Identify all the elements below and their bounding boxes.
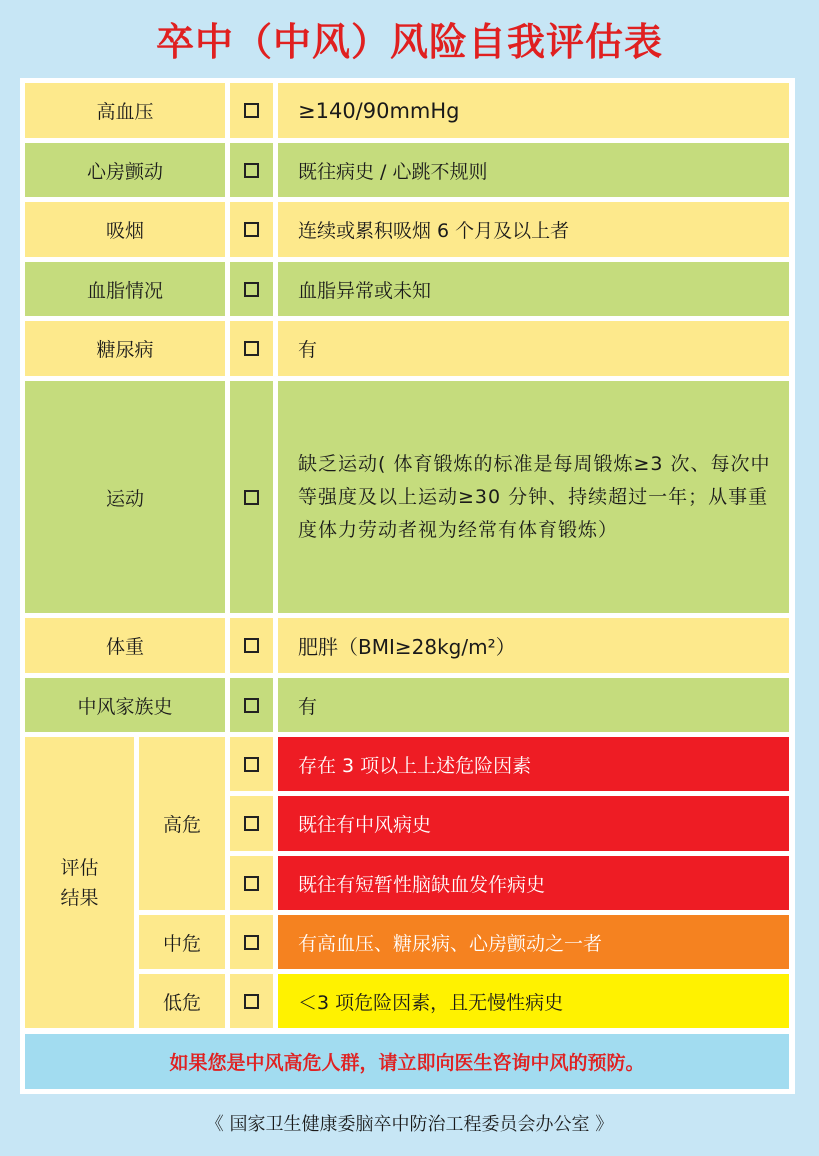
checkbox-square-icon [244,876,259,891]
result-label-line2: 结果 [60,886,99,909]
row-desc-blood-lipids: 血脂异常或未知 [278,262,789,316]
checkbox-weight[interactable] [230,618,273,673]
assessment-table [20,78,795,1094]
row-label-diabetes: 糖尿病 [25,321,225,376]
high-risk-item-1: 存在 3 项以上上述危险因素 [278,737,789,791]
checkbox-square-icon [244,222,259,237]
high-risk-item-3: 既往有短暂性脑缺血发作病史 [278,856,789,910]
checkbox-square-icon [244,757,259,772]
row-label-weight: 体重 [25,618,225,673]
checkbox-square-icon [244,490,259,505]
checkbox-square-icon [244,282,259,297]
row-desc-diabetes: 有 [278,321,789,376]
row-label-blood-lipids: 血脂情况 [25,262,225,316]
row-label-smoking: 吸烟 [25,202,225,257]
checkbox-square-icon [244,994,259,1009]
row-desc-smoking: 连续或累积吸烟 6 个月及以上者 [278,202,789,257]
row-desc-exercise: 缺乏运动( 体育锻炼的标准是每周锻炼≥3 次、每次中等强度及以上运动≥30 分钟、持续超过一年；从事重度体力劳动者视为经常有体育锻炼） [278,381,789,613]
checkbox-high-risk-2[interactable] [230,796,273,851]
checkbox-square-icon [244,341,259,356]
row-label-atrial-fibrillation: 心房颤动 [25,143,225,197]
checkbox-square-icon [244,935,259,950]
checkbox-square-icon [244,103,259,118]
low-risk-label: 低危 [139,974,225,1028]
checkbox-mid-risk[interactable] [230,915,273,969]
row-desc-family-history: 有 [278,678,789,732]
checkbox-diabetes[interactable] [230,321,273,376]
checkbox-high-risk-1[interactable] [230,737,273,791]
row-desc-weight: 肥胖（BMI≥28kg/m²） [278,618,789,673]
checkbox-atrial-fibrillation[interactable] [230,143,273,197]
page-title: 卒中（中风）风险自我评估表 [155,20,663,64]
high-risk-notice: 如果您是中风高危人群，请立即向医生咨询中风的预防。 [25,1034,789,1089]
result-label [25,737,134,1028]
checkbox-hypertension[interactable] [230,83,273,138]
checkbox-family-history[interactable] [230,678,273,732]
checkbox-square-icon [244,816,259,831]
row-label-exercise: 运动 [25,381,225,613]
checkbox-blood-lipids[interactable] [230,262,273,316]
checkbox-smoking[interactable] [230,202,273,257]
checkbox-square-icon [244,638,259,653]
row-desc-atrial-fibrillation: 既往病史 / 心跳不规则 [278,143,789,197]
row-label-hypertension: 高血压 [25,83,225,138]
high-risk-item-2: 既往有中风病史 [278,796,789,851]
checkbox-exercise[interactable] [230,381,273,613]
checkbox-square-icon [244,163,259,178]
checkbox-square-icon [244,698,259,713]
footer-issuer: 《 国家卫生健康委脑卒中防治工程委员会办公室 》 [205,1114,614,1135]
row-label-family-history: 中风家族史 [25,678,225,732]
low-risk-desc: ＜3 项危险因素，且无慢性病史 [278,974,789,1028]
mid-risk-label: 中危 [139,915,225,969]
row-desc-hypertension: ≥140/90mmHg [278,83,789,138]
checkbox-high-risk-3[interactable] [230,856,273,910]
mid-risk-desc: 有高血压、糖尿病、心房颤动之一者 [278,915,789,969]
checkbox-low-risk[interactable] [230,974,273,1028]
result-label-line1: 评估 [60,856,99,879]
high-risk-label: 高危 [139,737,225,910]
